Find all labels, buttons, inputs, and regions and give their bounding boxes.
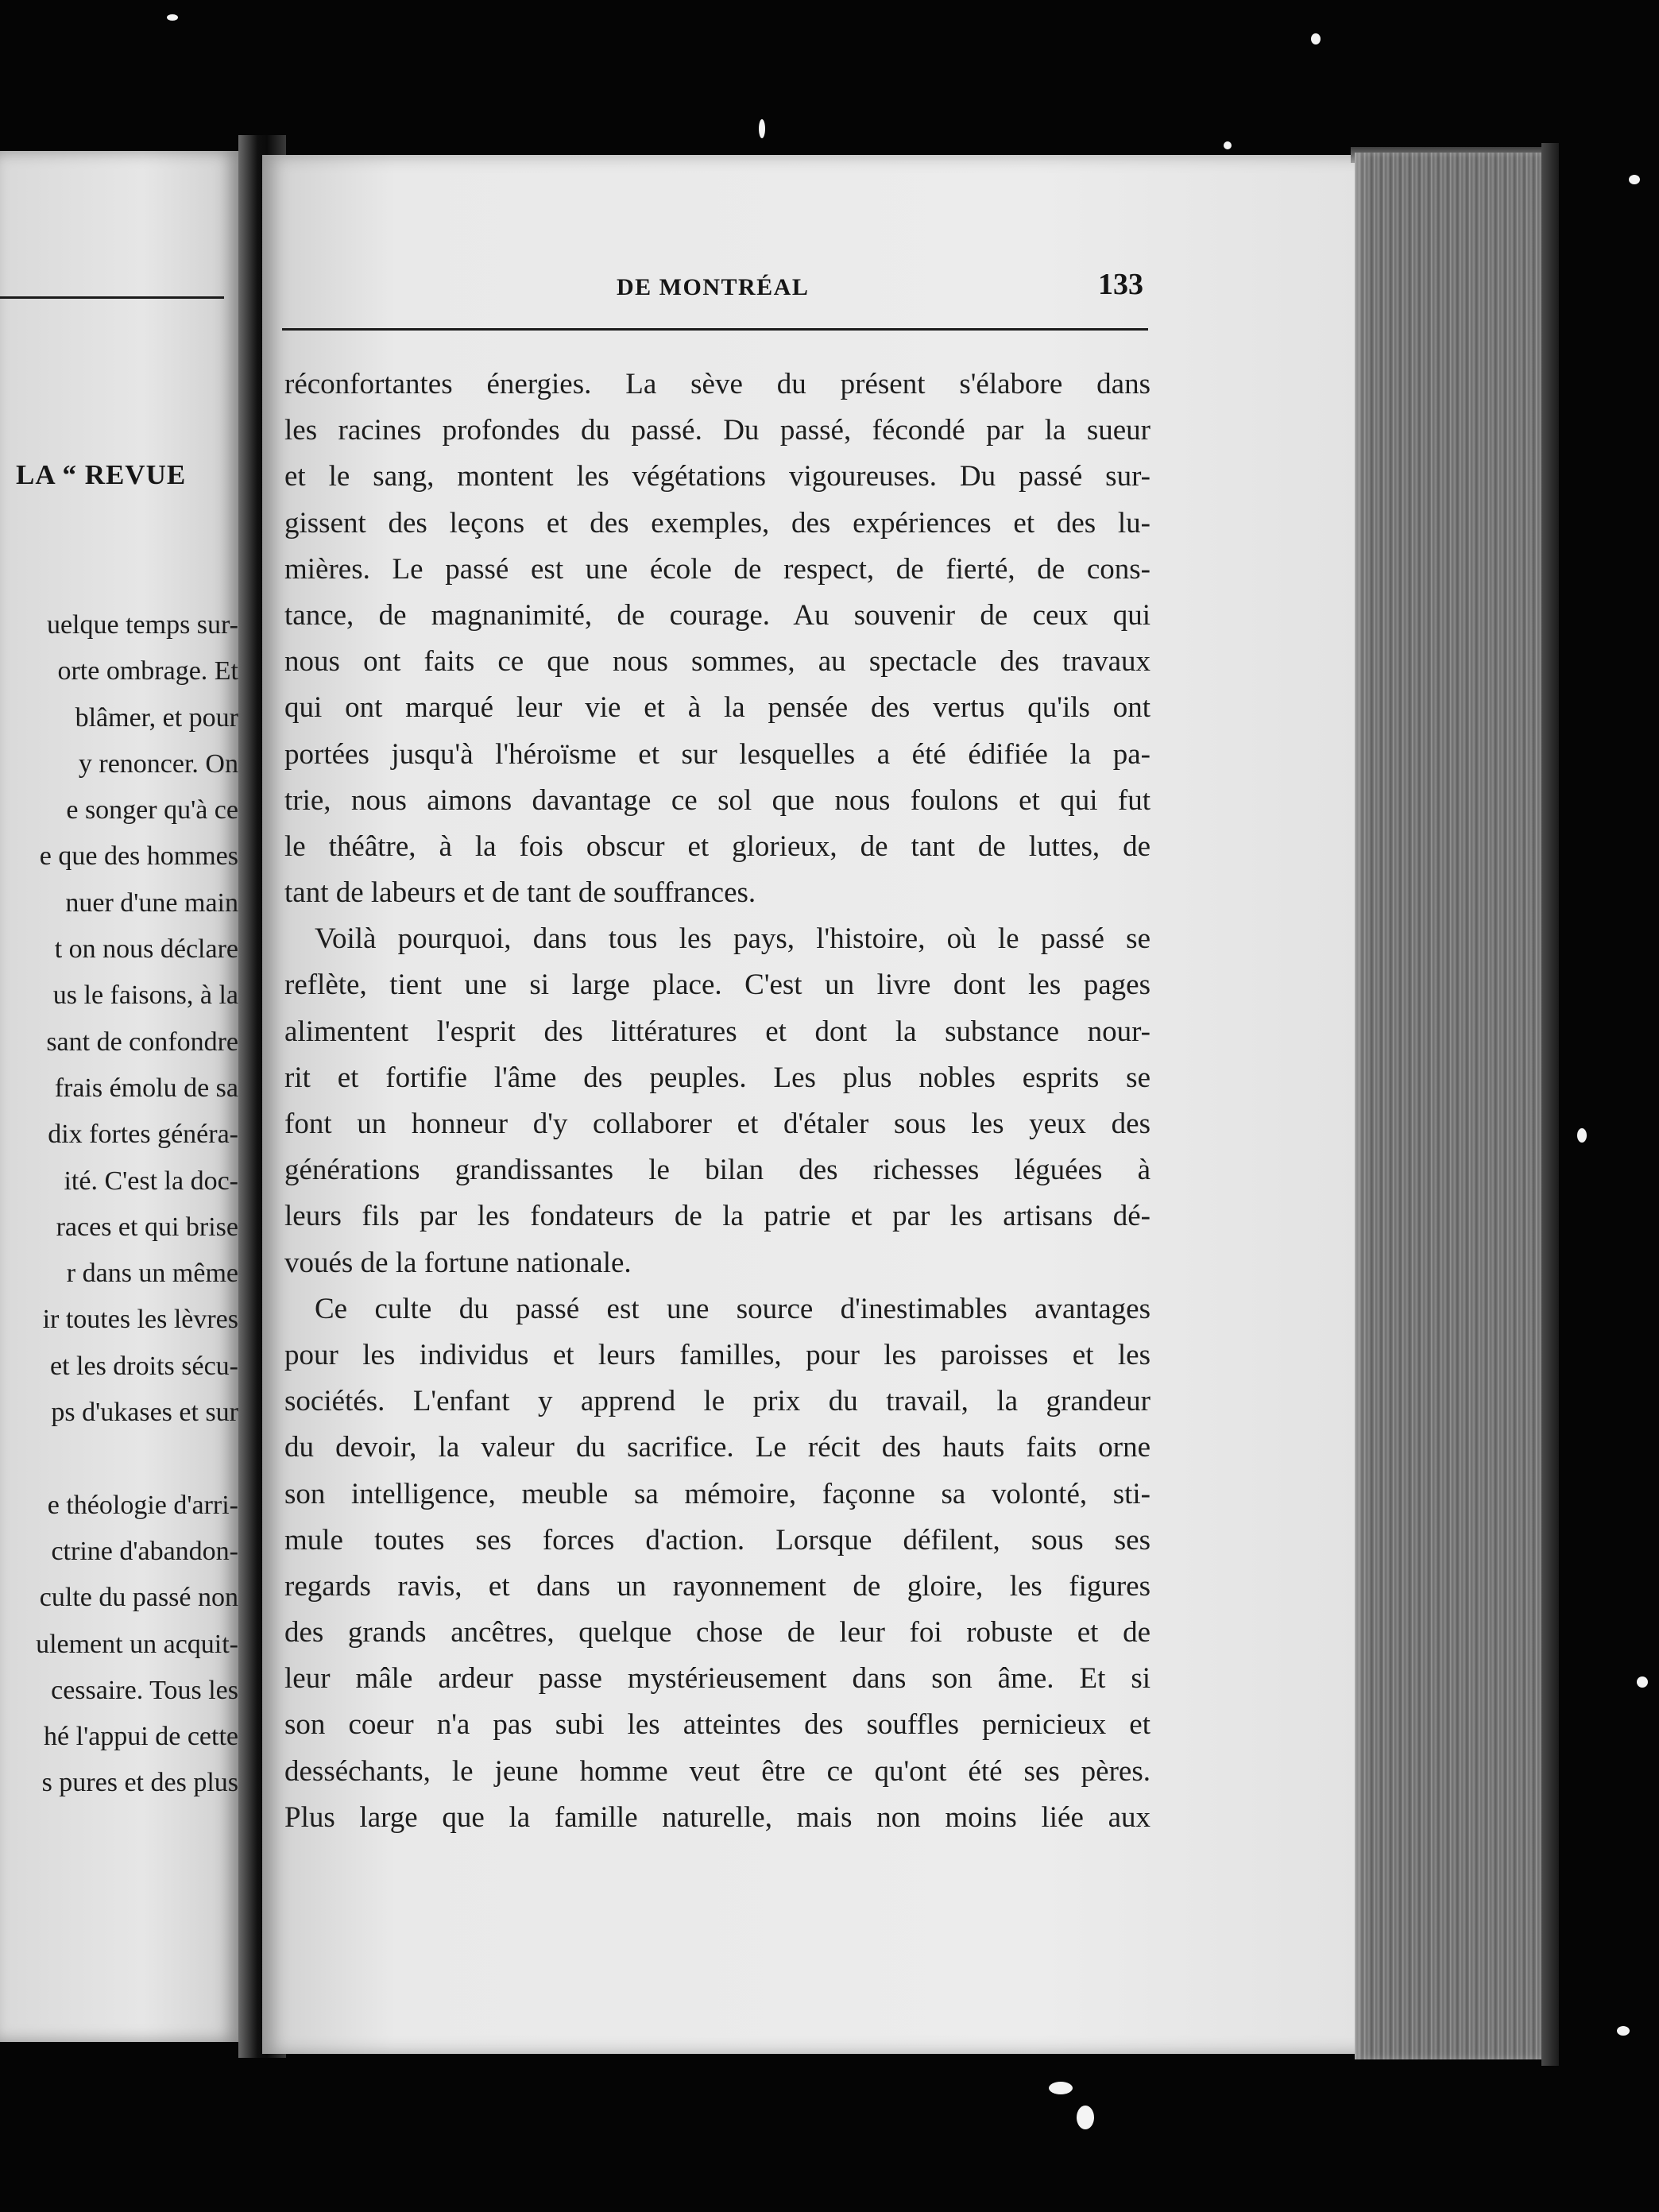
left-line: cessaire. Tous les <box>51 1675 238 1705</box>
left-line: et les droits sécu- <box>50 1351 238 1381</box>
text-line: gissent des leçons et des exemples, des expériences et des lu- <box>284 506 1150 539</box>
book-cover-edge <box>1541 143 1559 2066</box>
text-line: générations grandissantes le bilan des richesses léguées à <box>284 1154 1150 1187</box>
text-line: et le sang, montent les végétations vigoureuses. Du passé sur- <box>284 460 1150 493</box>
left-line: r dans un même <box>66 1259 238 1289</box>
text-line: son coeur n'a pas subi les atteintes des souffles pernicieux et <box>284 1708 1150 1742</box>
scan-speck <box>1224 141 1232 149</box>
text-line: réconfortantes énergies. La sève du présent s'élabore dans <box>284 368 1150 400</box>
scan-speck <box>1629 175 1640 184</box>
text-line: Ce culte du passé est une source d'inestimables avantages <box>315 1292 1150 1325</box>
left-line: y renoncer. On <box>78 748 238 779</box>
left-line: e songer qu'à ce <box>66 795 238 826</box>
text-line: leur mâle ardeur passe mystérieusement dans son âme. Et si <box>284 1662 1150 1696</box>
left-line: ité. C'est la doc- <box>64 1166 238 1196</box>
text-line: regards ravis, et dans un rayonnement de gloire, les figures <box>284 1569 1150 1603</box>
left-line: uelque temps sur- <box>46 610 238 640</box>
text-line: mule toutes ses forces d'action. Lorsque défilent, sous ses <box>284 1523 1150 1557</box>
left-line: culte du passé non <box>39 1583 238 1613</box>
text-line: font un honneur d'y collaborer et d'étaler sous les yeux des <box>284 1108 1150 1140</box>
text-line: reflète, tient une si large place. C'est un livre dont les pages <box>284 969 1150 1002</box>
left-line: orte ombrage. Et <box>57 656 238 686</box>
left-line: races et qui brise <box>56 1212 238 1242</box>
left-line: us le faisons, à la <box>52 980 238 1011</box>
text-line: sociétés. L'enfant y apprend le prix du travail, la grandeur <box>284 1385 1150 1418</box>
scan-speck <box>1577 1128 1587 1143</box>
text-line: voués de la fortune nationale. <box>284 1246 632 1279</box>
left-line: ps d'ukases et sur <box>51 1398 238 1428</box>
left-line: dix fortes généra- <box>48 1120 238 1150</box>
text-line: pour les individus et leurs familles, pour les paroisses et les <box>284 1338 1150 1371</box>
left-page <box>0 151 238 2042</box>
left-line: frais émolu de sa <box>54 1073 238 1103</box>
page-edges <box>1355 153 1553 2059</box>
left-line: ctrine d'abandon- <box>51 1536 238 1566</box>
text-line: desséchants, le jeune homme veut être ce qu'ont été ses pères. <box>284 1754 1150 1788</box>
text-line: tance, de magnanimité, de courage. Au souvenir de ceux qui <box>284 598 1150 632</box>
left-line: t on nous déclare <box>54 934 238 965</box>
text-line: rit et fortifie l'âme des peuples. Les plus nobles esprits se <box>284 1061 1150 1094</box>
text-line: portées jusqu'à l'héroïsme et sur lesquelles a été édifiée la pa- <box>284 737 1150 771</box>
text-line: mières. Le passé est une école de respect, de fierté, de cons- <box>284 552 1150 586</box>
right-page-text <box>284 362 1150 1841</box>
scan-speck <box>167 14 178 21</box>
scan-speck <box>759 119 765 138</box>
left-line <box>0 1436 238 1482</box>
text-line: trie, nous aimons davantage ce sol que nous foulons et qui fut <box>284 783 1150 817</box>
text-line: des grands ancêtres, quelque chose de leur foi robuste et de <box>284 1616 1150 1649</box>
text-line: Voilà pourquoi, dans tous les pays, l'histoire, où le passé se <box>315 922 1150 956</box>
text-line: leurs fils par les fondateurs de la patrie et par les artisans dé- <box>284 1200 1150 1233</box>
scan-speck <box>1637 1676 1648 1688</box>
text-line: alimentent l'esprit des littératures et dont la substance nour- <box>284 1015 1150 1048</box>
left-line: blâmer, et pour <box>75 702 238 733</box>
header-rule <box>282 328 1148 331</box>
scan-speck <box>1617 2026 1630 2036</box>
scan-speck <box>1311 33 1321 44</box>
text-line: tant de labeurs et de tant de souffrances. <box>284 876 756 910</box>
left-line: s pures et des plus <box>41 1768 238 1798</box>
text-line: du devoir, la valeur du sacrifice. Le récit des hauts faits orne <box>284 1431 1150 1464</box>
left-line: e que des hommes <box>39 841 238 872</box>
left-page-heading: LA “ REVUE <box>16 459 187 490</box>
left-line: hé l'appui de cette <box>44 1722 238 1752</box>
left-line: ulement un acquit- <box>36 1629 238 1659</box>
left-page-text <box>0 602 238 1807</box>
text-line: qui ont marqué leur vie et à la pensée des vertus qu'ils ont <box>284 691 1150 725</box>
text-line: Plus large que la famille naturelle, mais non moins liée aux <box>284 1800 1150 1834</box>
left-line: nuer d'une main <box>65 888 238 918</box>
text-line: nous ont faits ce que nous sommes, au spectacle des travaux <box>284 645 1150 679</box>
text-line: les racines profondes du passé. Du passé, fécondé par la sueur <box>284 414 1150 447</box>
scan-speck <box>1049 2082 1073 2094</box>
scan-speck <box>1077 2106 1094 2129</box>
page-number: 133 <box>1098 268 1143 301</box>
left-line: ir toutes les lèvres <box>42 1305 238 1335</box>
running-head: DE MONTRÉAL <box>617 274 810 300</box>
left-line: sant de confondre <box>46 1027 238 1057</box>
text-line: le théâtre, à la fois obscur et glorieux, de tant de luttes, de <box>284 830 1150 863</box>
left-header-rule <box>0 296 224 299</box>
left-line: e théologie d'arri- <box>47 1490 238 1520</box>
text-line: son intelligence, meuble sa mémoire, façonne sa volonté, sti- <box>284 1477 1150 1510</box>
